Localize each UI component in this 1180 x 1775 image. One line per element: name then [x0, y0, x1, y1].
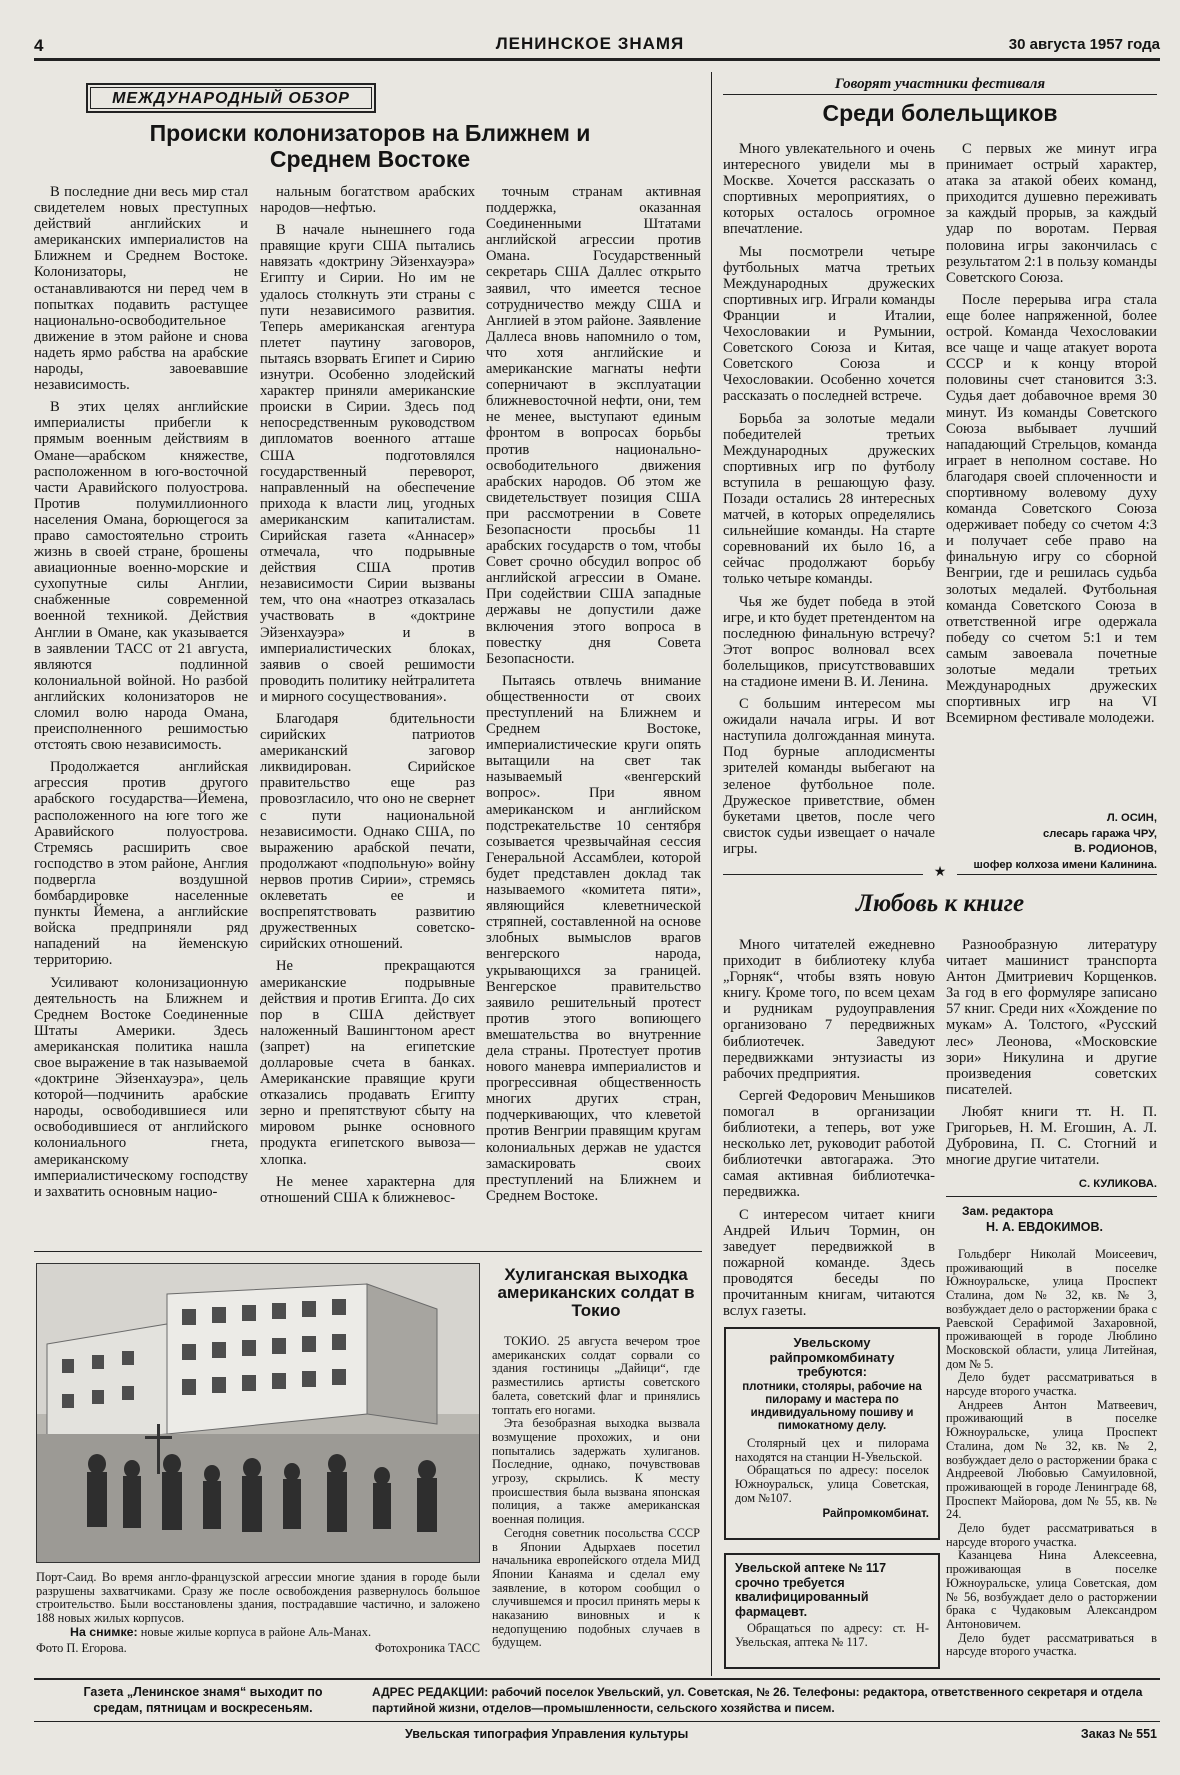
ad1-title: Увельскому райпромкомбинату: [769, 1335, 895, 1365]
paragraph: Много увлекательного и очень интересного увидели мы в Москве. Хочется рассказать о спортивных мероприятиях, о которых осталось огромное впечатление.: [723, 141, 935, 238]
paragraph: После перерыва игра стала еще более напряженной, более острой. Команда Чехословакии все чаще и чаще атакует ворота СССР и к концу второй половины счет становится 3:3. Судья дает добавочное время 30 минут. Из команды Советского Союза выбывает лучший нападающий Стрельцов, команда играет в неполном составе. Но благодаря своей сплоченности и спортивному волевому духу команда Советского Союза одерживает победу со счетом 4:3 и получает себе право на финальную игру со сборной Венгрии, где и решилась судьба золотых медалей. Футбольная команда Советского Союза в ответственной игре одержала победу со счетом 5:1 и тем самым завоевала почетные золотые медали третьих Международных дружеских спортивных игр на VI Всемирном фестивале молодежи.: [946, 291, 1157, 727]
footer-rule: [34, 1678, 1160, 1680]
paragraph: Андреев Антон Матвеевич, проживающий в поселке Южноуральске, улица Проспект Сталина, дом № 32, кв. № 2, возбуждает дело о расторжении брака с Андреевой Любовью Самуиловной, проживающей в городе Ленинграде 68, Проспект Майорова, дом № 55, кв. № 24.: [946, 1397, 1157, 1522]
paragraph: С большим интересом мы ожидали начала игры. И вот наступила долгожданная минута. Под бурные аплодисменты зрителей команды выбегают на зеленое футбольное поле. Дружеское приветствие, обмен букетами цветов, после чего свисток судьи извещает о начале игры.: [723, 696, 935, 857]
paragraph: Пытаясь отвлечь внимание общественности от своих преступлений на Ближнем и Среднем Востоке, империалистические круги опять вытащили на свет так называемый «венгерский вопрос». При явном американском и английском подстрекательстве 10 сентября созывается чрезвычайная сессия Генеральной Ассамблеи, которой будет представлен доклад так называемого «комитета пяти», являющийся клеветнической стряпней, составленной на основе злобных вымыслов врагов венгерского народа, укрывающихся за границей. Венгерское правительство заявило решительный протест против этого вопиющего вмешательства во внутренние дела страны. Протестует против нового маневра империалистов и прогрессивная общественность многих других стран, подчеркивающих, что клеветой против Венгрии правящим кругам колониальных держав не удастся замаскировать своих преступлений на Ближнем и Среднем Востоке.: [486, 672, 701, 1204]
masthead-rule: [34, 58, 1160, 61]
festival-column-1: [723, 141, 935, 857]
paragraph: В начале нынешнего года правящие круги США пытались навязать «доктрину Эйзенхауэра» Египту и Сирии. Но им не удалось столкнуть эти страны с пути независимого развития. Теперь американская агентура плетет паутину заговоров, пытаясь взорвать Египет и Сирию изнутри. Особенно злодейский характер приняли американские происки в Сирии. Здесь под непосредственным руководством дипломатов военного атташе США подготовлялся государственный переворот, направленный на обеспечение прихода к власти лиц, угодных американским капиталистам. Сирийская газета «Аннасер» отмечала, что подрывные действия США против независимости Сирии вызваны тем, что она «наотрез отказалась участвовать в «доктрине Эйзенхауэра» и в империалистических блоках, заявив о своей решимости проводить политику нейтралитета и мирного сосуществования».: [260, 222, 475, 705]
newspaper-title: ЛЕНИНСКОЕ ЗНАМЯ: [495, 34, 685, 53]
review-bottom-rule: [34, 1251, 702, 1252]
paragraph: Эта безобразная выходка вызвала возмущение прохожих, и они попытались задержать хулиганов. Последние, однако, почувствовав угрозу, скрылись. К месту происшествия была вызвана японская полиция, а также американская военная полиция.: [492, 1416, 700, 1527]
ad-apteka: [724, 1553, 940, 1669]
column-separator: [711, 72, 712, 1676]
ad1-sub: требуются:: [797, 1365, 867, 1379]
paragraph: Борьба за золотые медали победителей третьих Международных дружеских спортивных игр по футболу вступила в решающую фазу. Позади остались 28 интересных матчей, в которых определялись сильнейшие команды. На старте соревнований их было 16, а сейчас продолжают борьбу только четыре команды.: [723, 410, 935, 588]
books-column-1: [723, 937, 935, 1319]
paragraph: точным странам активная поддержка, оказанная Соединенными Штатами английской агрессии против Омана. Государственный секретарь США Даллес открыто заявил, что имеется тесное сотрудничество между США и Англией в этом районе. Заявление Даллеса вновь напомнило о том, что хотя английские и американские магнаты нефти соперничают в эксплуатации ближневосточной нефти, они, тем не менее, выступают единым фронтом в вопросах борьбы против национально-освободительного движения арабских народов. Об этом же свидетельствует позиция США при рассмотрении в Совете Безопасности просьбы 11 арабских государств о том, чтобы Совет срочно обсудил вопрос об английской агрессии в Омане. При содействии США западные державы не допустили даже включения этого вопроса в повестку дня Совета Безопасности.: [486, 184, 701, 667]
festival-column-2: [946, 141, 1157, 726]
ad1-bold: плотники, столяры, рабочие на пилораму и мастера по индивидуальному пошиву и пимокатному делу.: [742, 1381, 922, 1432]
paragraph: Мы посмотрели четыре футбольных матча третьих Международных дружеских спортивных игр. Играли команды Франции и Италии, Чехословакии и Румынии, Советского Союза и Китая, Советского Союза и Чехословакии. Особенно хочется рассказать о последней встрече.: [723, 243, 935, 405]
separator-right: [957, 874, 1157, 875]
ad1-p1: Столярный цех и пилорама находятся на станции Н-Увельской.: [735, 1436, 929, 1464]
editor-label: Зам. редактора: [962, 1204, 1054, 1218]
footer-rule-2: [34, 1721, 1160, 1722]
photo-caption: Порт-Саид. Во время англо-французской агрессии многие здания в городе были разрушены захватчиками. Сразу же после освобождения развернулось большое строительство. Были восстановлены здания, пострадавшие частично, и заложено 188 новых жилых корпусов.: [36, 1570, 480, 1626]
sig1-name: Л. ОСИН,: [1106, 812, 1157, 824]
review-column-3: [486, 184, 701, 1204]
sig2-name: В. РОДИОНОВ,: [1074, 843, 1157, 855]
photo-agency: Фотохроника ТАСС: [374, 1641, 480, 1655]
ad1-sign: Райпромкомбинат.: [822, 1507, 929, 1520]
paragraph: Дело будет рассматриваться в нарсуде второго участка.: [946, 1521, 1157, 1549]
paragraph: С интересом читает книги Андрей Ильич Тормин, он заведует передвижкой в пожарной команде. Здесь проводятся беседы по прочитанным книгам, читаются вслух газеты.: [723, 1206, 935, 1320]
paragraph: Не прекращаются американские подрывные действия и против Египта. До сих пор в США действует наложенный Вашингтоном арест (запрет) на египетские долларовые счета в банках. Американские правящие круги отказались продавать Египту зерно и препятствуют сбыту на мировом рынке основного продукта египетского вывоза—хлопка.: [260, 958, 475, 1168]
paragraph: Чья же будет победа в этой игре, и кто будет претендентом на последнюю финальную встречу? Этот вопрос волновал всех болельщиков, присутствовавших на стадионе имени В. И. Ленина.: [723, 593, 935, 690]
tokyo-article: [492, 1335, 700, 1650]
review-column-2: [260, 184, 475, 1206]
books-column-2: [946, 937, 1157, 1168]
paragraph: В этих целях английские империалисты прибегли к прямым военным действиям в Омане—арабском княжестве, расположенном в юго-восточной части Аравийского полуострова. Против полумиллионного населения Омана, борющегося за право самостоятельно строить жизнь в своей стране, брошены авиационные военно-морские и сухопутные силы Англии, снабженные современной военной техникой. Действия Англии в Омане, как указывается в заявлении ТАСС от 21 августа, являются подлинной колониальной войной. Но разбой английских колонизаторов не сломил волю народа Омана, преисполненного решимостью отстоять свою независимость.: [34, 399, 248, 754]
ad2-p: Обращаться по адресу: ст. Н-Увельская, аптека № 117.: [735, 1621, 929, 1649]
rubric-title: МЕЖДУНАРОДНЫЙ ОБЗОР: [90, 87, 372, 109]
festival-headline: Среди болельщиков: [822, 100, 1058, 126]
paragraph: Сегодня советник посольства СССР в Японии Адырхаев посетил начальника европейского отдела МИД Японии Канаяма и сделал ему заявление, в котором сообщил о случившемся и просил принять меры к наказанию виновных и к недопущению подобных случаев в будущем.: [492, 1525, 700, 1650]
footer-printer: Увельская типография Управления культуры: [405, 1727, 689, 1741]
review-headline: Происки колонизаторов на Ближнем и Среднем Востоке: [149, 120, 591, 172]
star-icon: ★: [933, 864, 947, 880]
paragraph: В последние дни весь мир стал свидетелем новых преступных действий английских и американских империалистов на Ближнем и Среднем Востоке. Колонизаторы, не останавливаются ни перед чем в попытках подавить растущее национально-освободительное движение в этом районе и снова надеть ярмо рабства на арабские народы, завоевавшие независимость.: [34, 184, 248, 394]
tokyo-headline: Хулиганская выходка американских солдат в Токио: [497, 1265, 695, 1320]
paragraph: Дело будет рассматриваться в нарсуде второго участка.: [946, 1630, 1157, 1659]
books-signature: С. КУЛИКОВА.: [1078, 1178, 1157, 1190]
paragraph: нальным богатством арабских народов—нефтью.: [260, 184, 475, 217]
paragraph: С первых же минут игра принимает острый характер, атака за атакой обеих команд, приходится душевно переживать за каждый прорыв, за каждый удар по воротам. Первая половина игры закончилась с результатом 2:1 в пользу команды Советского Союза.: [946, 141, 1157, 286]
footer-order: Заказ № 551: [1080, 1727, 1157, 1741]
editor-rule: [946, 1196, 1157, 1197]
sig2-role: шофер колхоза имени Калинина.: [973, 858, 1157, 871]
paragraph: Усиливают колонизационную деятельность на Ближнем и Среднем Востоке Соединенные Штаты Америки. Здесь американская политика нашла свое выражение в так называемой «доктрине Эйзенхауэра», цель которой—подчинить арабские народы, освободившиеся или освободившиеся от английского колониального гнета, американскому империалистическому господству и захватить основным нацио-: [34, 974, 248, 1200]
news-photo: [36, 1263, 480, 1563]
photo-author: Фото П. Егорова.: [36, 1641, 127, 1655]
ad2-bold: Увельской аптеке № 117 срочно требуется квалифицированный фармацевт.: [735, 1561, 887, 1619]
paragraph: Любят книги тт. Н. П. Григорьев, Н. М. Егошин, А. Л. Дубровина, П. С. Стогний и многие другие читатели.: [946, 1103, 1157, 1169]
paragraph: Разнообразную литературу читает машинист транспорта Антон Дмитриевич Корщенков. За год в его формуляре записано 57 книг. Среди них «Хождение по мукам» А. Толстого, «Русский лес» Леонова, «Московские зори» Никулина и другие произведения советских писателей.: [946, 937, 1157, 1098]
review-column-1: [34, 184, 248, 1200]
paragraph: Гольдберг Николай Моисеевич, проживающий в поселке Южноуральске, улица Проспект Сталина, дом № 32, кв. № 3, возбуждает дело о расторжении брака с Раевской Серафимой Захаровной, проживающей в городе Люблино Московской области, улица Литейная, дом № 5.: [946, 1247, 1157, 1371]
separator-left: [723, 874, 923, 875]
paragraph: Много читателей ежедневно приходит в библиотеку клуба „Горняк“, чтобы взять новую книгу. Кроме того, по всем цехам и рудникам рудоуправления организовано 7 передвижных библиотечек. Заведуют передвижками энтузиасты из рабочих предприятия.: [723, 937, 935, 1082]
books-headline: Любовь к книге: [855, 890, 1025, 917]
photo-label-line: [70, 1626, 480, 1640]
editor-name: Н. А. ЕВДОКИМОВ.: [986, 1220, 1104, 1234]
photo-port-said-buildings: [37, 1264, 480, 1563]
sig1-role: слесарь гаража ЧРУ,: [1043, 827, 1157, 840]
paragraph: Продолжается английская агрессия против другого арабского государства—Йемена, расположенного на юге того же Аравийского полуострова. Стремясь расширить свое господство в этом районе, Англия подвергла воздушной бомбардировке населенные пункты Йемена, а английские войска предприняли ряд нападений на йеменскую территорию.: [34, 759, 248, 969]
photo-label: На снимке:: [70, 1625, 138, 1639]
festival-rubric: Говорят участники фестиваля: [834, 76, 1046, 92]
footer-schedule: Газета „Ленинское знамя“ выходит по средам, пятницам и воскресеньям.: [83, 1685, 323, 1715]
photo-label-rest: новые жилые корпуса в районе Аль-Манах.: [140, 1625, 372, 1639]
ad1-p2: Обращаться по адресу: поселок Южноуральск, улица Советская, дом №107.: [735, 1463, 929, 1505]
paragraph: Не менее характерна для отношений США к ближневос-: [260, 1173, 475, 1206]
ad-raipromkombinat: [724, 1327, 940, 1540]
paragraph: Сергей Федорович Меньшиков помогал в организации библиотеки, а теперь, вот уже несколько лет, руководит работой библиотечки автогаража. Это самая активная библиотечка-передвижка.: [723, 1087, 935, 1201]
paragraph: Казанцева Нина Алексеевна, проживающая в поселке Южноуральске, улица Советская, дом № 56, возбуждает дело о расторжении брака с Чудаковым Александром Антоновичем.: [946, 1548, 1157, 1631]
paragraph: ТОКИО. 25 августа вечером трое американских солдат сорвали со здания гостиницы „Дайици“, где разместились артисты советского балета, советский флаг и принялись топтать его ногами.: [492, 1334, 700, 1417]
issue-date: 30 августа 1957 года: [1008, 36, 1160, 53]
festival-rubric-rule: [723, 94, 1157, 95]
page-number: 4: [34, 36, 44, 55]
court-notices: [946, 1248, 1157, 1659]
paragraph: Благодаря бдительности сирийских патриотов американский заговор ликвидирован. Сирийское правительство еще раз провозгласило, что оно не свернет с пути национальной независимости. Однако США, по выражению арабской печати, продолжают «подпольную» войну нервов против Сирии», стремясь оклеветать ее и воспрепятствовать развитию дружественных советско-сирийских отношений.: [260, 711, 475, 953]
rubric-box: [86, 83, 376, 113]
paragraph: Дело будет рассматриваться в нарсуде второго участка.: [946, 1370, 1157, 1399]
footer-address: АДРЕС РЕДАКЦИИ: рабочий поселок Увельский, ул. Советская, № 26. Телефоны: редактора, ответственного секретаря и отдела партийной жизни, отделов—промышленности, сельского хозяйства и писем.: [372, 1685, 1143, 1715]
